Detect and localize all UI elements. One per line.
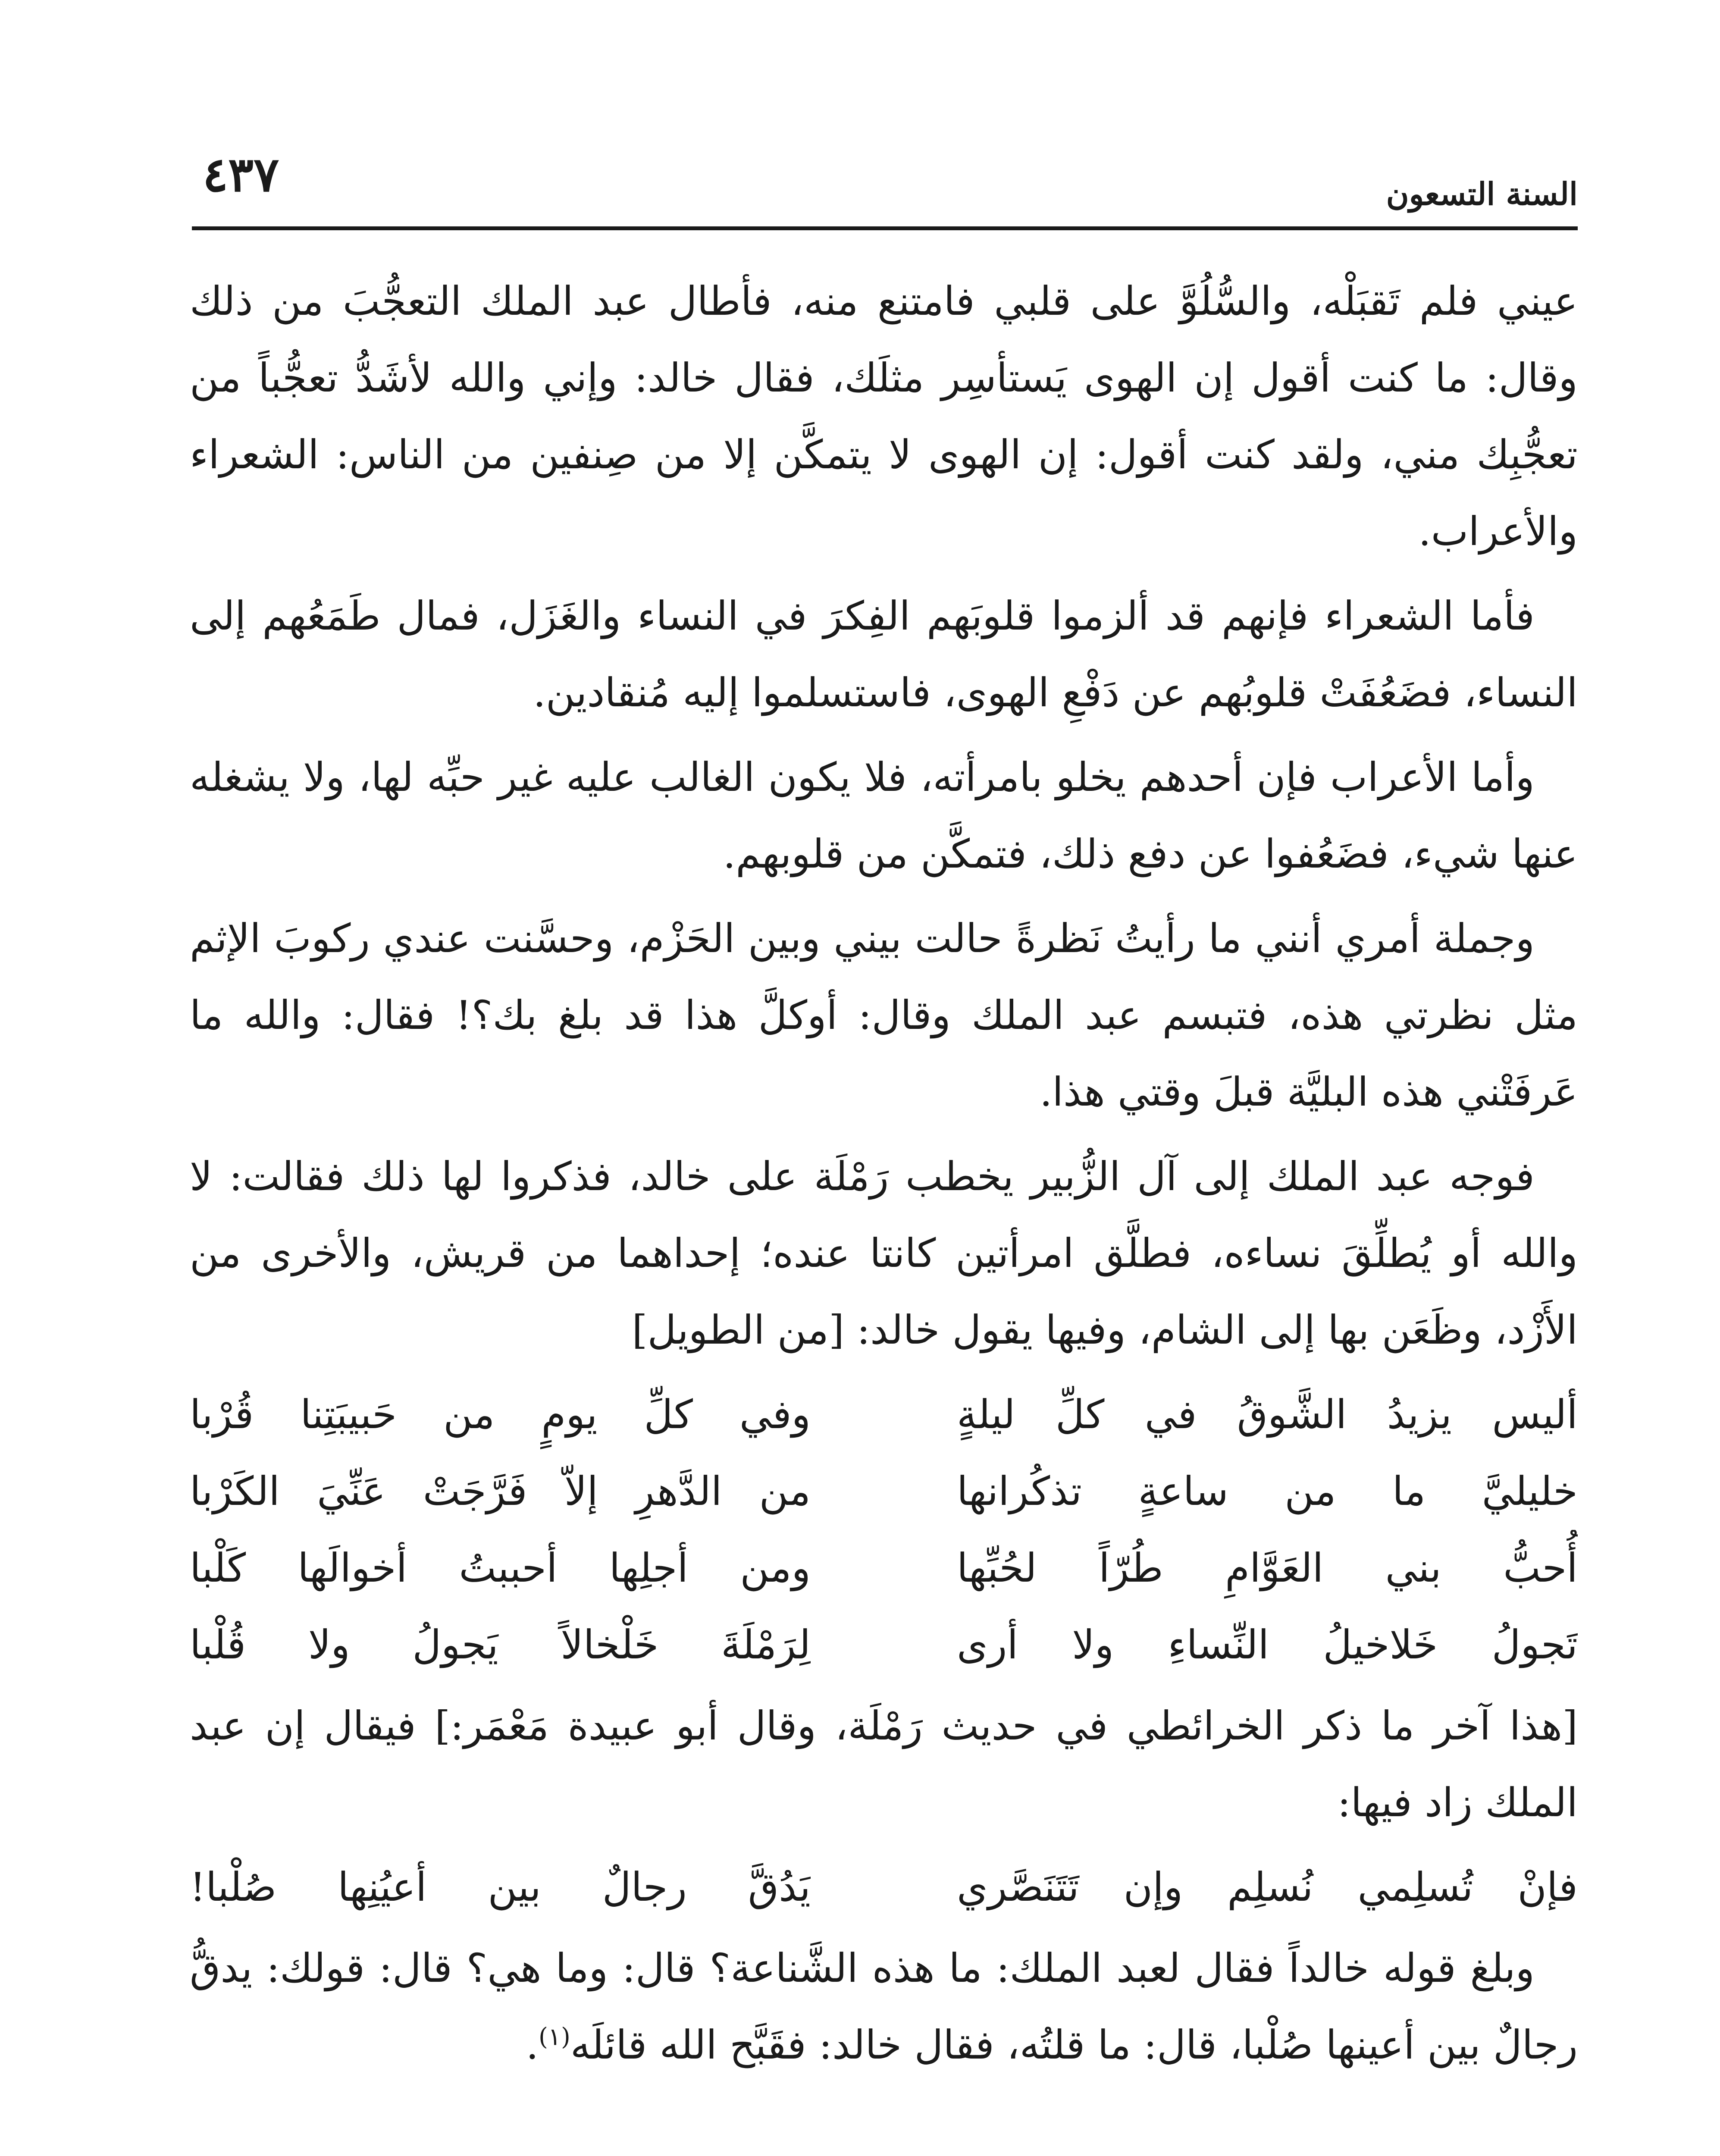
hemistich-first: خليليَّ ما من ساعةٍ تذكُرانها: [957, 1468, 1578, 1514]
running-title: السنة التسعون: [1386, 175, 1578, 212]
page-number: ٤٣٧: [203, 147, 279, 202]
hemistich-second: يَدُقَّ رجالٌ بين أعيُنِها صُلْبا!: [190, 1864, 811, 1910]
verse: [190, 1607, 1578, 1683]
paragraph: وبلغ قوله خالداً فقال لعبد الملك: ما هذه الشَّناعة؟ قال: وما هي؟ قال: قولك: يدقُّ رجالٌ بين أعينها صُلْبا، قال: ما قلتُه، فقال خالد: فقَبَّح الله قائلَه$^{(١)}$.: [190, 1945, 1578, 2068]
paragraph: فوجه عبد الملك إلى آل الزُّبير يخطب رَمْلَة على خالد، فذكروا لها ذلك فقالت: لا والله أو يُطلِّقَ نساءه، فطلَّق امرأتين كانتا عنده؛ إحداهما من قريش، والأخرى من الأَزْد، وظَعَن بها إلى الشام، وفيها يقول خالد: [من الطويل]: [190, 1153, 1578, 1353]
hemistich-first: تَجولُ خَلاخيلُ النِّساءِ ولا أرى: [957, 1622, 1578, 1668]
footnote-reference: (١): [539, 2023, 570, 2051]
hemistich-first: أُحبُّ بني العَوَّامِ طُرّاً لحُبِّها: [957, 1545, 1578, 1591]
hemistich-first: أليس يزيدُ الشَّوقُ في كلِّ ليلةٍ: [957, 1391, 1578, 1438]
hemistich-second: ومن أجلِها أحببتُ أخوالَها كَلْبا: [190, 1545, 811, 1591]
verse: [190, 1453, 1578, 1530]
poem: [190, 1376, 1578, 1683]
paragraph: عيني فلم تَقبَلْه، والسُّلُوَّ على قلبي فامتنع منه، فأطال عبد الملك التعجُّبَ من ذلك وقال: ما كنت أقول إن الهوى يَستأسِر مثلَك، فقال خالد: وإني والله لأشَدُّ تعجُّباً من تعجُّبِك مني، ولقد كنت أقول: إن الهوى لا يتمكَّن إلا من صِنفين من الناس: الشعراء والأعراب.: [190, 278, 1578, 555]
verse: [190, 1376, 1578, 1453]
hemistich-second: من الدَّهرِ إلاّ فَرَّجَتْ عَنِّيَ الكَرْبا: [190, 1468, 811, 1514]
hemistich-second: لِرَمْلَةَ خَلْخالاً يَجولُ ولا قُلْبا: [190, 1622, 811, 1668]
main-text: [190, 263, 1578, 2091]
verse: [190, 1530, 1578, 1607]
hemistich-first: فإنْ تُسلِمي نُسلِم وإن تَتَنَصَّري: [957, 1864, 1578, 1910]
meter-label: [من الطويل]: [632, 1307, 844, 1353]
paragraph: وأما الأعراب فإن أحدهم يخلو بامرأته، فلا يكون الغالب عليه غير حبِّه لها، ولا يشغله عنها شيء، فضَعُفوا عن دفع ذلك، فتمكَّن من قلوبهم.: [190, 754, 1578, 877]
paragraph: [هذا آخر ما ذكر الخرائطي في حديث رَمْلَة، وقال أبو عبيدة مَعْمَر:] فيقال إن عبد الملك زاد فيها:: [190, 1703, 1578, 1826]
header-rule: [192, 226, 1578, 230]
paragraph: وجملة أمري أنني ما رأيتُ نَظرةً حالت بيني وبين الحَزْم، وحسَّنت عندي ركوبَ الإثم مثل نظرتي هذه، فتبسم عبد الملك وقال: أوكلَّ هذا قد بلغ بك؟! فقال: والله ما عَرفَتْني هذه البليَّة قبلَ وقتي هذا.: [190, 915, 1578, 1115]
verse: [190, 1849, 1578, 1926]
poem: [190, 1849, 1578, 1926]
hemistich-second: وفي كلِّ يومٍ من حَبيبَتِنا قُرْبا: [190, 1391, 811, 1438]
paragraph: فأما الشعراء فإنهم قد ألزموا قلوبَهم الفِكرَ في النساء والغَزَل، فمال طَمَعُهم إلى النساء، فضَعُفَتْ قلوبُهم عن دَفْعِ الهوى، فاستسلموا إليه مُنقادين.: [190, 593, 1578, 716]
